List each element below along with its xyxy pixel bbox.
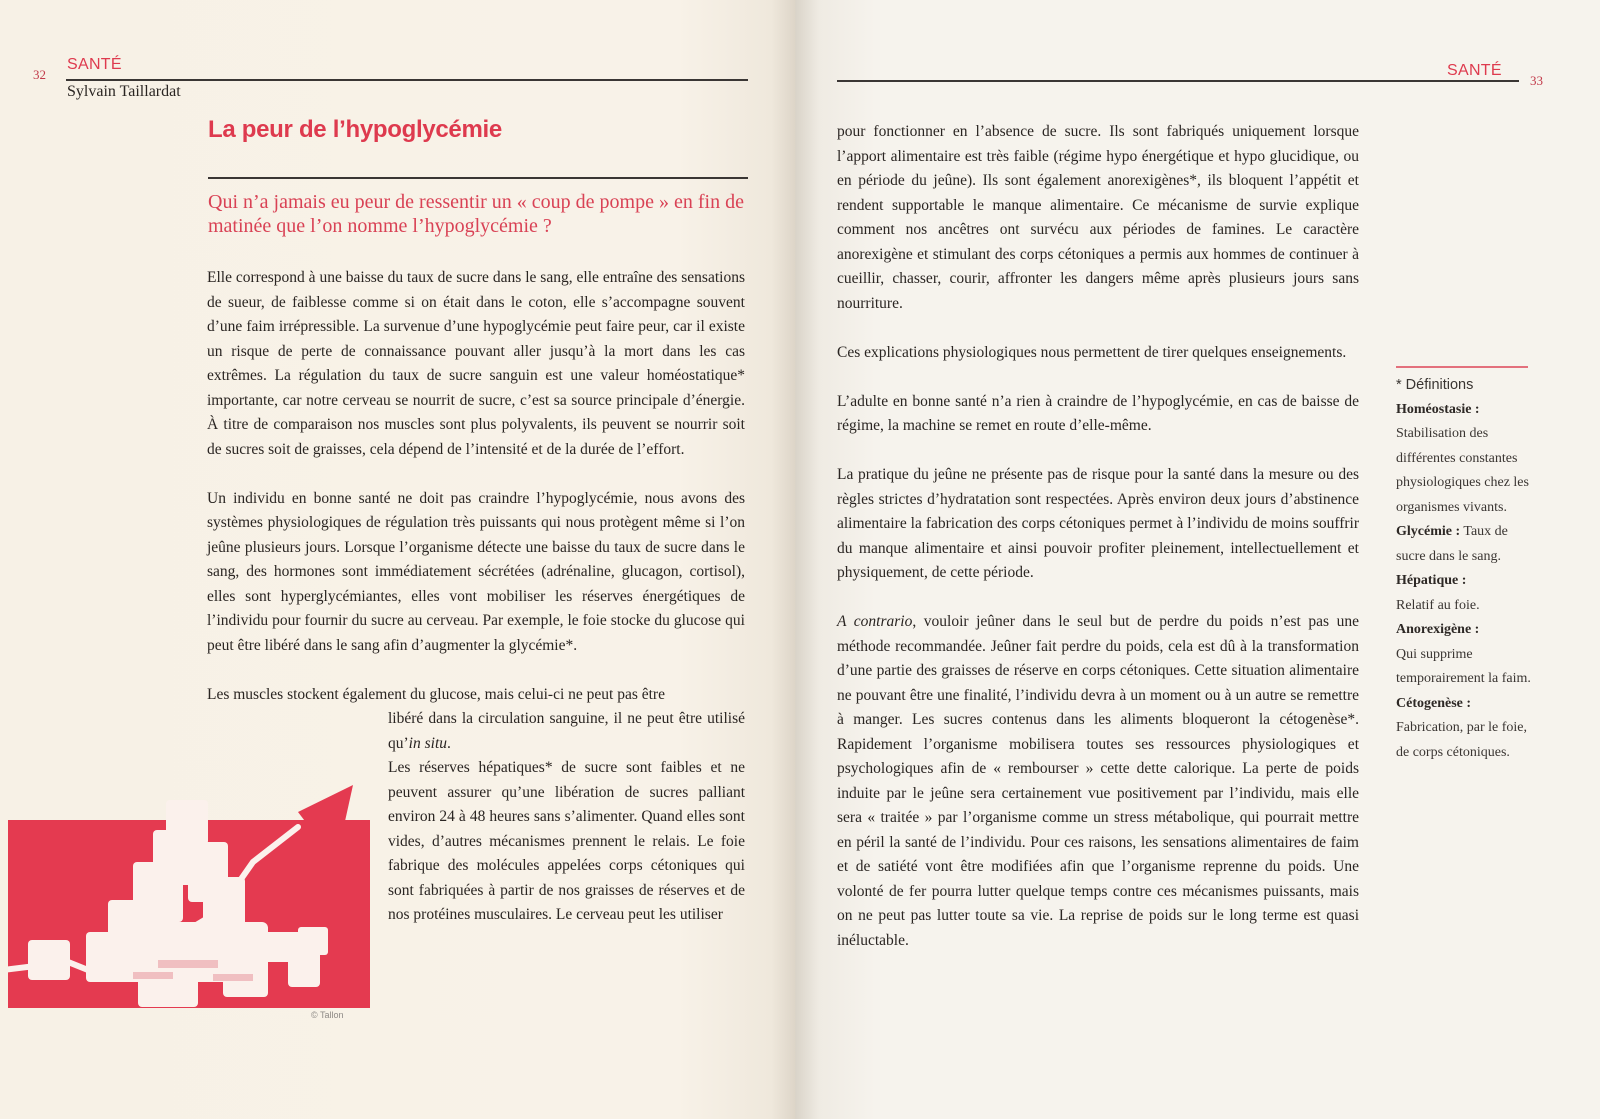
header-rule: [837, 80, 1519, 82]
author-name: Sylvain Taillardat: [67, 83, 181, 100]
italic-term: A contrario: [837, 613, 913, 630]
header-rule: [66, 79, 748, 81]
definitions-box: [1396, 373, 1536, 765]
definition-text: Fabrication, par le foie, de corps cétoniques.: [1396, 720, 1528, 760]
paragraph: L’adulte en bonne santé n’a rien à craindre de l’hypoglycémie, en cas de baisse de régime, la machine se remet en route d’elle-même.: [837, 392, 1359, 434]
section-label: SANTÉ: [67, 56, 122, 73]
definition-item: [1396, 569, 1536, 618]
paragraph: Les réserves hépatiques* de sucre sont faibles et ne peuvent assurer qu’une libération de sucres palliant environ 24 à 48 heures sans s’alimenter. Quand elles sont vides, d’autres mécanismes prennent le relais. Le foie fabrique des molécules appelées corps cétoniques qui sont fabriquées à partir de nos graisses de réserves et de nos protéines musculaires. Le cerveau peut les utiliser: [388, 759, 745, 923]
definition-text: Relatif au foie.: [1396, 597, 1480, 613]
paragraph-text: Les muscles stockent également du glucose, mais celui-ci ne peut pas être: [207, 685, 665, 703]
definition-item: [1396, 520, 1536, 569]
sugar-cubes-illustration: [8, 782, 370, 1008]
italic-term: in situ: [408, 734, 447, 752]
paragraph: [388, 707, 745, 756]
paragraph: Elle correspond à une baisse du taux de sucre dans le sang, elle entraîne des sensations de sueur, de faiblesse comme si on était dans le coton, elle s’accompagne souvent d’une faim irrépressible. La survenue d’une hypoglycémie peut faire peur, car il existe un risque de perte de connaissance pouvant aller jusqu’à la mort dans les cas extrêmes. La régulation du taux de sucre sanguin est une valeur homéostatique* importante, car notre cerveau se nourrit de sucre, c’est sa source principale d’énergie. À titre de comparaison nos muscles sont plus polyvalents, ils peuvent se nourrir soit de sucres soit de graisses, cela dépend de l’intensité et de la durée de l’effort.: [207, 269, 745, 458]
paragraph-text: libéré dans la circulation sanguine, il ne peut être utilisé qu’: [388, 710, 745, 752]
sugar-cubes-arrow-icon: [8, 782, 370, 1008]
paragraph: Un individu en bonne santé ne doit pas craindre l’hypoglycémie, nous avons des systèmes physiologiques de régulation très puissants qui nous protègent même si l’on jeûne plusieurs jours. Lorsque l’organisme détecte une baisse du taux de sucre dans le sang, des hormones sont immédiatement sécrétées (adrénaline, glucagon, cortisol), elles sont hyperglycémiantes, elles vont mobiliser les réserves énergétiques de l’individu pour fournir du sucre au cerveau. Par exemple, le foie stocke du glucose qui peut être libéré dans le sang afin d’augmenter la glycémie*.: [207, 489, 745, 654]
paragraph: pour fonctionner en l’absence de sucre. Ils sont fabriqués uniquement lorsque l’apport alimentaire est très faible (régime hypo énergétique et hypo glucidique, ou en période du jeûne). Ils sont également anorexigènes*, ils bloquent l’appétit et rendent supportable le manque alimentaire. Ce mécanisme de survie explique comment nos ancêtres ont survécu aux périodes de famines. Le caractère anorexigène et stimulant des corps cétoniques a permis aux hommes de continuer à cueillir, chasser, courir, affronter les dangers même après plusieurs jours sans nourriture.: [837, 123, 1359, 312]
definition-text: Qui supprime temporairement la faim.: [1396, 646, 1531, 686]
title-rule: [208, 177, 748, 179]
paragraph-text: .: [447, 734, 451, 752]
definition-item: [1396, 618, 1536, 692]
paragraph: [837, 610, 1359, 953]
right-body: [837, 120, 1359, 953]
definition-term: Cétogenèse :: [1396, 695, 1472, 711]
definition-term: Hépatique :: [1396, 573, 1467, 588]
definition-term: Anorexigène :: [1396, 622, 1480, 637]
definitions-heading: * Définitions: [1396, 377, 1474, 393]
section-label: SANTÉ: [1447, 62, 1502, 79]
definition-term: Glycémie :: [1396, 524, 1461, 539]
definition-item: [1396, 692, 1536, 766]
paragraph: La pratique du jeûne ne présente pas de risque pour la santé dans la mesure ou des règles strictes d’hydratation sont respectées. Après environ deux jours d’abstinence alimentaire la fabrication des corps cétoniques permet à l’individu de moins souffrir du manque alimentaire et ainsi pouvoir profiter pleinement, intellectuellement et physiquement, de cette période.: [837, 466, 1359, 581]
definitions-rule: [1396, 366, 1528, 368]
definition-item: [1396, 398, 1536, 521]
image-credit: © Tallon: [311, 1010, 344, 1020]
article-lead: Qui n’a jamais eu peur de ressentir un « coup de pompe » en fin de matinée que l’on nomme l’hypoglycémie ?: [208, 191, 744, 237]
page-number: 33: [1530, 73, 1543, 88]
definition-text: Stabilisation des différentes constantes physiologiques chez les organismes vivants.: [1396, 426, 1529, 515]
paragraph: Ces explications physiologiques nous permettent de tirer quelques enseignements.: [837, 343, 1347, 361]
page-number: 32: [33, 67, 46, 82]
right-page: [795, 0, 1600, 1119]
paragraph-text: , vouloir jeûner dans le seul but de perdre du poids n’est pas une méthode recommandée. Jeûner fait perdre du poids, cela est dû à la transformation d’une partie des graisses de réserve en corps cétoniques. Cette situation alimentaire ne pouvant être une finalité, l’individu devra à un moment ou à un autre se remettre à manger. Les sucres contenus dans les aliments bloqueront la cétogenèse*. Rapidement l’organisme mobilisera toutes ses ressources physiologiques et psychologiques afin de « rembourser » cette dette calorique. La perte de poids induite par le jeûne sera certainement vue positivement par l’individu, mais elle sera « traitée » par l’organisme comme un stress métabolique, qui pourrait mettre en péril la santé de l’individu. Pour ces raisons, les sensations alimentaires de faim et de satiété vont être modifiées afin que l’organisme reprenne du poids. Une volonté de fer pourra lutter quelque temps contre ces mécanismes puissants, mais on ne peut pas lutter toute sa vie. La reprise de poids sur le long terme est quasi inéluctable.: [837, 613, 1359, 949]
left-page: [0, 0, 795, 1119]
definition-text: Taux de sucre dans le sang.: [1396, 524, 1508, 564]
definition-term: Homéostasie :: [1396, 401, 1480, 417]
article-title: La peur de l’hypoglycémie: [208, 116, 502, 143]
paragraph: [207, 683, 745, 708]
